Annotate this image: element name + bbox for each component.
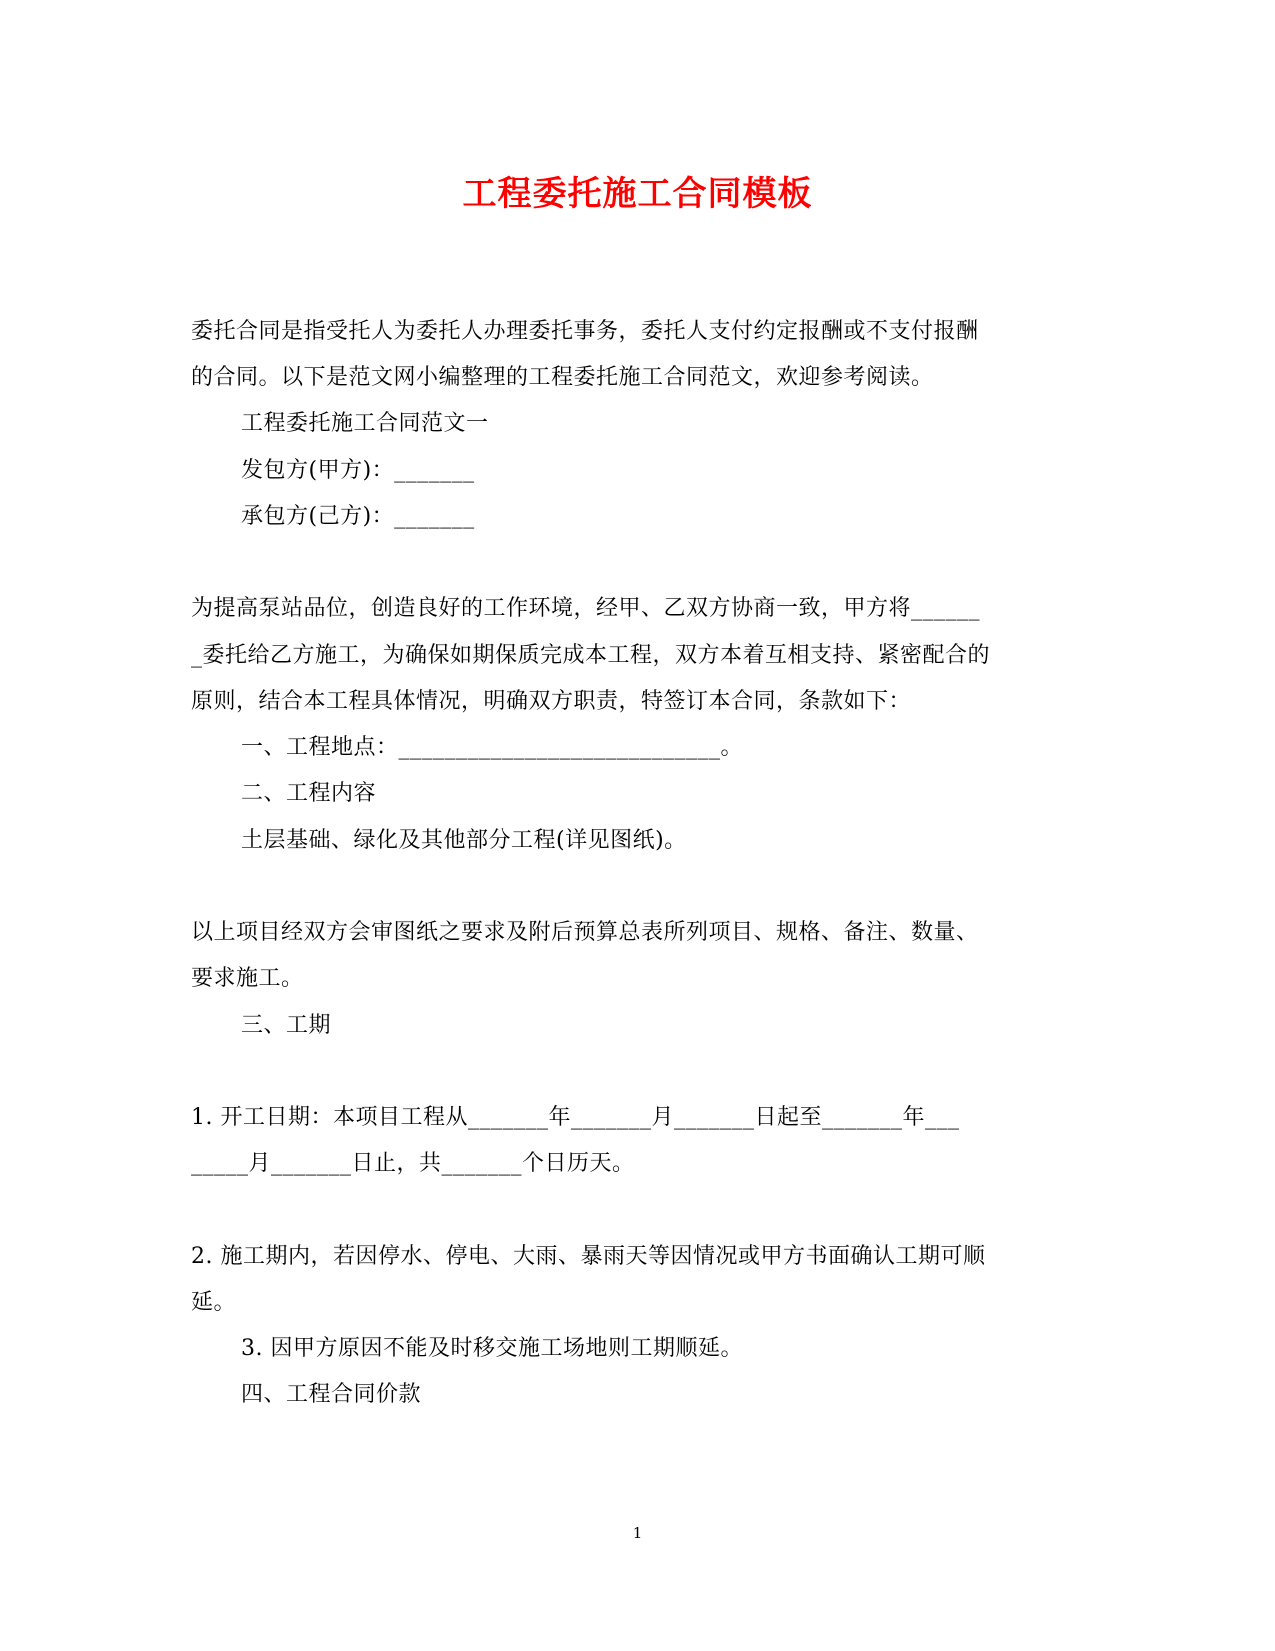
paragraph-line: 2. 施工期内，若因停水、停电、大雨、暴雨天等因情况或甲方书面确认工期可顺 (191, 1244, 986, 1269)
clause-heading: 四、工程合同价款 (241, 1382, 422, 1407)
paragraph-line: 为提高泵站品位，创造良好的工作环境，经甲、乙双方协商一致，甲方将______ (191, 596, 981, 621)
paragraph-line: 要求施工。 (191, 966, 304, 991)
paragraph-line: 的合同。以下是范文网小编整理的工程委托施工合同范文，欢迎参考阅读。 (191, 365, 934, 390)
paragraph-line: _____月_______日止，共_______个日历天。 (191, 1151, 635, 1176)
clause-heading: 三、工期 (241, 1013, 332, 1038)
party-a-line: 发包方(甲方)：_______ (241, 458, 475, 483)
party-b-line: 承包方(己方)：_______ (241, 504, 475, 529)
paragraph-line: 原则，结合本工程具体情况，明确双方职责，特签订本合同，条款如下： (191, 689, 912, 714)
page-number: 1 (632, 1524, 643, 1542)
section-heading: 工程委托施工合同范文一 (241, 411, 489, 436)
paragraph-line: _委托给乙方施工，为确保如期保质完成本工程，双方本着互相支持、紧密配合的 (191, 643, 991, 668)
paragraph-line: 委托合同是指受托人为委托人办理委托事务，委托人支付约定报酬或不支付报酬 (191, 319, 979, 344)
clause-heading: 二、工程内容 (241, 781, 377, 806)
paragraph-line: 以上项目经双方会审图纸之要求及附后预算总表所列项目、规格、备注、数量、 (191, 920, 979, 945)
paragraph-line: 1. 开工日期：本项目工程从_______年_______月_______日起至_______年___ (191, 1105, 960, 1130)
paragraph-line: 延。 (191, 1290, 237, 1315)
clause-line: 土层基础、绿化及其他部分工程(详见图纸)。 (241, 828, 687, 853)
clause-line: 一、工程地点：____________________________。 (241, 735, 744, 760)
document-title: 工程委托施工合同模板 (462, 174, 813, 214)
clause-line: 3. 因甲方原因不能及时移交施工场地则工期顺延。 (241, 1336, 743, 1361)
